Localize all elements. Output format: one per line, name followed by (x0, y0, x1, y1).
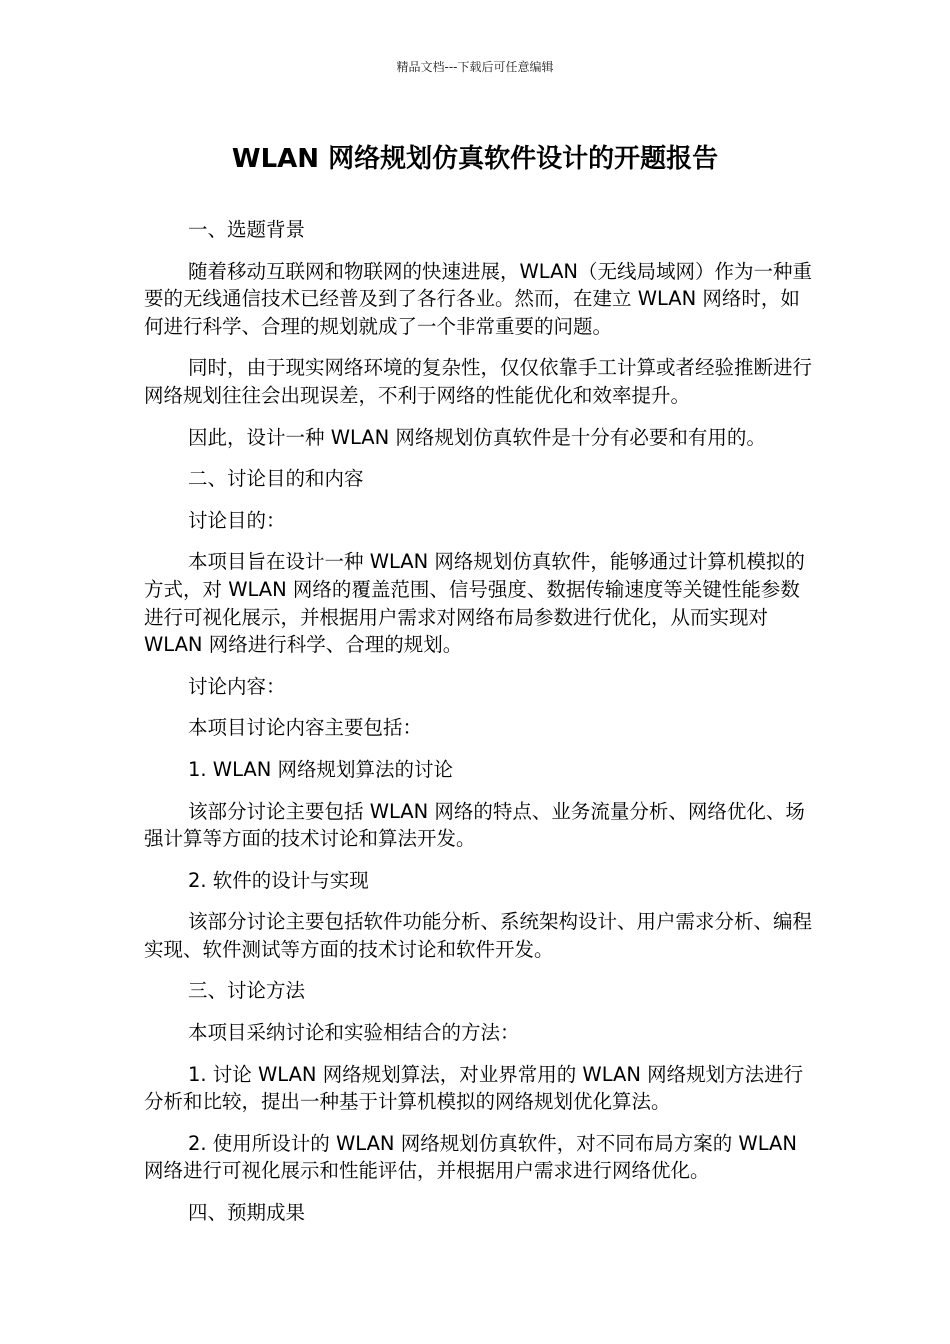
paragraph: 本项目采纳讨论和实验相结合的方法： (188, 1021, 520, 1045)
paragraph: 本项目旨在设计一种 WLAN 网络规划仿真软件，能够通过计算机模拟的方式，对 WLAN 网络的覆盖范围、信号强度、数据传输速度等关键性能参数进行可视化展示，并根据用户需求对网络布局参数进行优化，从而实现对 WLAN 网络进行科学、合理的规划。 (144, 550, 805, 657)
paragraph: 本项目讨论内容主要包括： (188, 716, 423, 740)
list-item-heading: 2. 软件的设计与实现 (188, 868, 369, 892)
section-heading-expected-results: 四、预期成果 (188, 1201, 306, 1225)
list-item: 2. 使用所设计的 WLAN 网络规划仿真软件，对不同布局方案的 WLAN 网络进行可视化展示和性能评估，并根据用户需求进行网络优化。 (144, 1131, 797, 1183)
paragraph: 同时，由于现实网络环境的复杂性，仅仅依靠手工计算或者经验推断进行网络规划往往会出现误差，不利于网络的性能优化和效率提升。 (144, 356, 813, 407)
header-note: 精品文档---下载后可任意编辑 (396, 60, 554, 74)
document-title: WLAN 网络规划仿真软件设计的开题报告 (231, 144, 719, 174)
paragraph: 因此，设计一种 WLAN 网络规划仿真软件是十分有必要和有用的。 (188, 425, 766, 449)
list-item-heading: 1. WLAN 网络规划算法的讨论 (188, 757, 454, 781)
paragraph: 该部分讨论主要包括软件功能分析、系统架构设计、用户需求分析、编程实现、软件测试等方面的技术讨论和软件开发。 (144, 910, 813, 961)
subheading-purpose: 讨论目的： (188, 508, 286, 532)
document-body (144, 216, 814, 1241)
paragraph: 该部分讨论主要包括 WLAN 网络的特点、业务流量分析、网络优化、场强计算等方面的技术讨论和算法开发。 (144, 799, 805, 851)
list-item: 1. 讨论 WLAN 网络规划算法，对业界常用的 WLAN 网络规划方法进行分析和比较，提出一种基于计算机模拟的网络规划优化算法。 (144, 1062, 804, 1114)
paragraph: 随着移动互联网和物联网的快速进展，WLAN（无线局域网）作为一种重要的无线通信技术已经普及到了各行各业。然而，在建立 WLAN 网络时，如何进行科学、合理的规划就成了一个非常重要的问题。 (144, 259, 813, 338)
section-heading-methods: 三、讨论方法 (188, 979, 306, 1003)
subheading-content: 讨论内容： (188, 674, 286, 698)
section-heading-purpose-content: 二、讨论目的和内容 (188, 467, 364, 491)
section-heading-background: 一、选题背景 (188, 218, 306, 241)
